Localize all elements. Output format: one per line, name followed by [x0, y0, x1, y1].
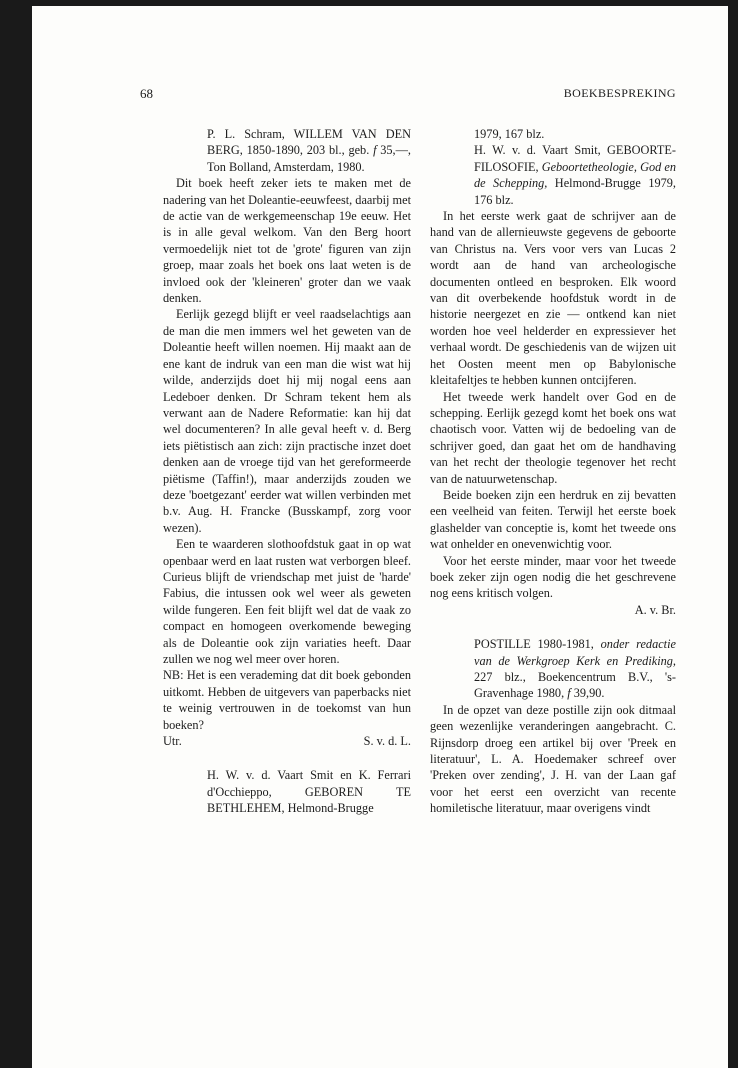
review-1-note: NB: Het is een verademing dat dit boek gebonden uitkomt. Hebben de uitgevers van paperbacks niet te weinig vertrouwen in de toekomst van hun boeken? [163, 668, 411, 732]
review-2-bibliography: H. W. v. d. Vaart Smit en K. Ferrari d'Occhieppo, GEBOREN TE BETHLEHEM, Helmond-Brugge [207, 768, 411, 816]
scan-border-left [0, 0, 32, 1068]
review-1-paragraph-1: Dit boek heeft zeker iets te maken met de nadering van het Doleantie-eeuwfeest, daarbij met de actie van de werkgemeenschap 19e eeuw. Het is in alle geval welkom. Van den Berg hoort vermoedelijk niet tot de 'grote' figuren van zijn groep, maar zoals het boek ons laat weten is de invloed ook der 'kleineren' groter dan we vaak denken. [163, 176, 411, 306]
review-3-bibliography: POSTILLE 1980-1981, onder redactie van de Werkgroep Kerk en Prediking, 227 blz., Boekencentrum B.V., 's-Gravenhage 1980, f 39,90. [474, 637, 676, 701]
review-1-bibliography: P. L. Schram, WILLEM VAN DEN BERG, 1850-1890, 203 bl., geb. f 35,—, Ton Bolland, Amsterdam, 1980. [207, 127, 411, 174]
review-3-paragraph-1: In de opzet van deze postille zijn ook ditmaal geen wezenlijke veranderingen aangebracht. C. Rijnsdorp droeg een artikel bij over 'Preek en literatuur', L. A. Hoedemaker schreef over 'Preken over zending', J. H. van der Laan gaf voor het eerst een overzicht van recente homiletische literatuur, maar overigens vindt [430, 702, 676, 816]
review-2-bibliography-2: H. W. v. d. Vaart Smit, GEBOORTE-FILOSOFIE, Geboortetheologie, God en de Schepping, Helmond-Brugge 1979, 176 blz. [474, 143, 676, 207]
review-2-paragraph-2: Het tweede werk handelt over God en de schepping. Eerlijk gezegd komt het boek ons wat chaotisch voor. Vatten wij de bedoeling van de schrijver goed, dan gaat het om de handhaving van het recht der theologie tegenover het recht van de natuurwetenschap. [430, 389, 676, 486]
review-1-paragraph-3: Een te waarderen slothoofdstuk gaat in op wat openbaar werd en laat rusten wat verborgen bleef. Curieus blijft de vriendschap met juist de 'harde' Fabius, die intussen ook wel weer als geweten wilde fungeren. Een feit blijft wel dat de vaak zo compact en homogeen overkomende beweging als de Doleantie ook zijn variaties heeft. Daar zullen we nog wel meer over horen. [163, 537, 411, 666]
section-gap [163, 749, 411, 767]
review-2-signature: A. v. Br. [634, 602, 676, 617]
signature-name: S. v. d. L. [363, 734, 411, 749]
review-2-paragraph-3: Beide boeken zijn een herdruk en zij bevatten een veelheid van feiten. Terwijl het eerste boek glashelder van conceptie is, komt het tweede ons wat onhelder en onevenwichtig voor. [430, 487, 676, 552]
review-2-bibliography-continued: 1979, 167 blz. [474, 127, 545, 141]
right-column [430, 126, 676, 817]
page-number: 68 [140, 86, 153, 101]
left-column [163, 126, 411, 817]
section-gap [430, 618, 676, 636]
review-1-signature [163, 733, 411, 749]
review-2-paragraph-4: Voor het eerste minder, maar voor het tweede boek zeker zijn ogen nodig die het geschrevene nog eens kritisch volgen. [430, 553, 676, 601]
document-page [32, 6, 728, 1068]
signature-place: Utr. [163, 734, 182, 749]
review-2-paragraph-1: In het eerste werk gaat de schrijver aan de hand van de allernieuwste gegevens de geboorte van Christus na. Vers voor vers van Lucas 2 wordt aan de hand van archeologische documenten ontleed en besproken. Elk woord van dit overbekende hoofdstuk wordt in de historie neergezet en zie — ontkend kan niet worden hoe veel helderder en expressiever het verhaal wordt. De geschiedenis van de wijzen uit het Oosten meent men op Babylonische kleitafeltjes te hebben kunnen ontcijferen. [430, 209, 676, 388]
running-head: BOEKBESPREKING [563, 86, 676, 100]
review-1-paragraph-2: Eerlijk gezegd blijft er veel raadselachtigs aan de man die men immers wel het geweten van de Doleantie heeft willen noemen. Hij maakt aan de ene kant de indruk van een man die wist wat hij wilde, anderzijds doet hij mij nogal eens aan Ledeboer denken. Dr Schram tekent hem als verwant aan de Nadere Reformatie: kan hij dat wel documenteren? In alle geval heeft v. d. Berg iets piëtistisch aan zich: zijn practische inzet doet denken aan de vroege tijd van het gereformeerde piëtisme (Taffin!), maar anderzijds zouden we deze 'boetgezant' eerder wat willen verbinden met b.v. Aug. H. Francke (Busskampf, zorg voor wezen). [163, 307, 411, 535]
scan-border-right [728, 0, 738, 1068]
